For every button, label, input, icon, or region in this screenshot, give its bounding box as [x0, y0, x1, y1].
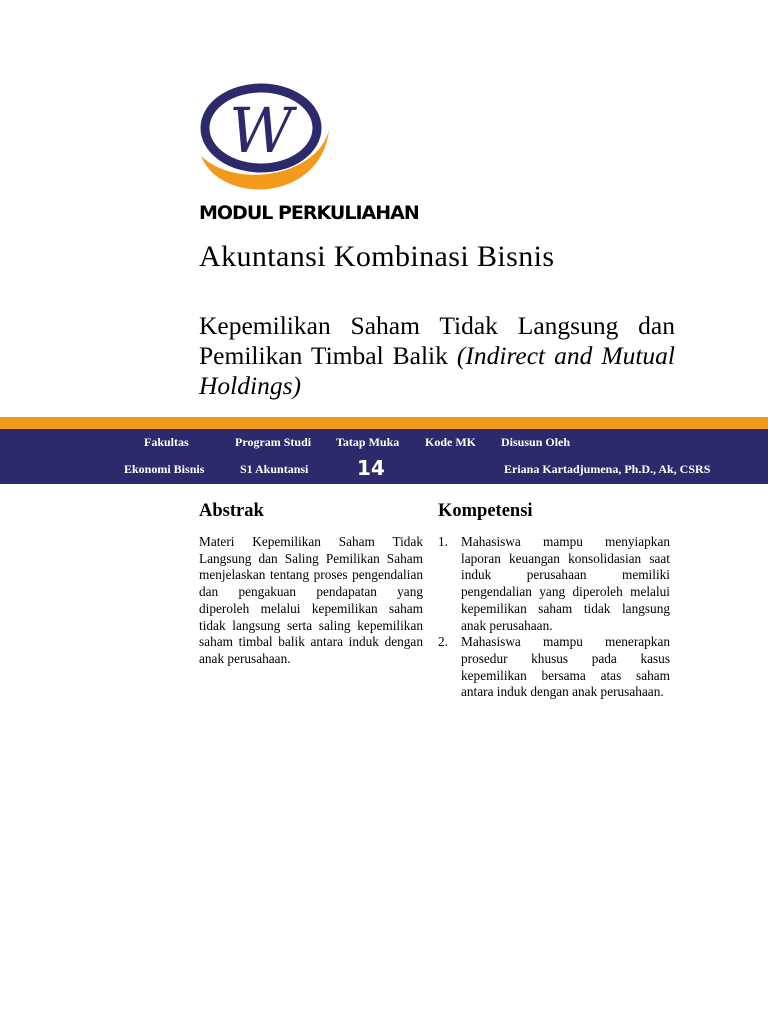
list-item: [438, 634, 670, 701]
value-tatap-muka: 14: [357, 456, 385, 480]
topic-english-text: (Indirect and Mutual Holdings): [199, 341, 675, 400]
header-tatap-muka: Tatap Muka: [336, 435, 400, 449]
header-kode-mk: Kode MK: [425, 435, 476, 449]
topic-text: Kepemilikan Saham Tidak Langsung dan Pemilikan Timbal Balik: [199, 311, 675, 370]
header-disusun-oleh: Disusun Oleh: [501, 435, 571, 449]
logo-letter: W: [229, 94, 293, 167]
module-label: MODUL PERKULIAHAN: [199, 202, 419, 224]
list-item-text: Mahasiswa mampu menyiapkan laporan keuangan konsolidasian saat induk perusahaan memiliki pengendalian yang diperoleh melalui kepemilikan saham tidak langsung anak perusahaan.: [461, 534, 670, 633]
topic-title: [199, 311, 675, 401]
list-item-number: 2.: [438, 634, 448, 650]
university-logo: [197, 80, 333, 198]
header-fakultas: Fakultas: [144, 435, 189, 449]
abstrak-heading: Abstrak: [199, 501, 264, 521]
course-title: Akuntansi Kombinasi Bisnis: [199, 240, 555, 273]
course-info-bar: [0, 429, 768, 484]
abstrak-body: Materi Kepemilikan Saham Tidak Langsung dan Saling Pemilikan Saham menjelaskan tentang proses pengendalian dan pengakuan pendapatan yang diperoleh melalui kepemilikan saham tidak langsung serta saling kepemilikan saham timbal balik antara induk dengan anak perusahaan.: [199, 534, 423, 666]
list-item-text: Mahasiswa mampu menerapkan prosedur khusus pada kasus kepemilikan bersama atas saham antara induk dengan anak perusahaan.: [461, 634, 670, 700]
list-item: [438, 534, 670, 634]
list-item-number: 1.: [438, 534, 448, 549]
orange-divider: [0, 417, 768, 429]
kompetensi-list: [438, 534, 670, 701]
value-program-studi: S1 Akuntansi: [240, 462, 309, 476]
kompetensi-heading: Kompetensi: [438, 501, 533, 521]
header-program-studi: Program Studi: [235, 435, 312, 449]
value-fakultas: Ekonomi Bisnis: [124, 462, 205, 476]
value-disusun-oleh: Eriana Kartadjumena, Ph.D., Ak, CSRS: [504, 462, 711, 476]
